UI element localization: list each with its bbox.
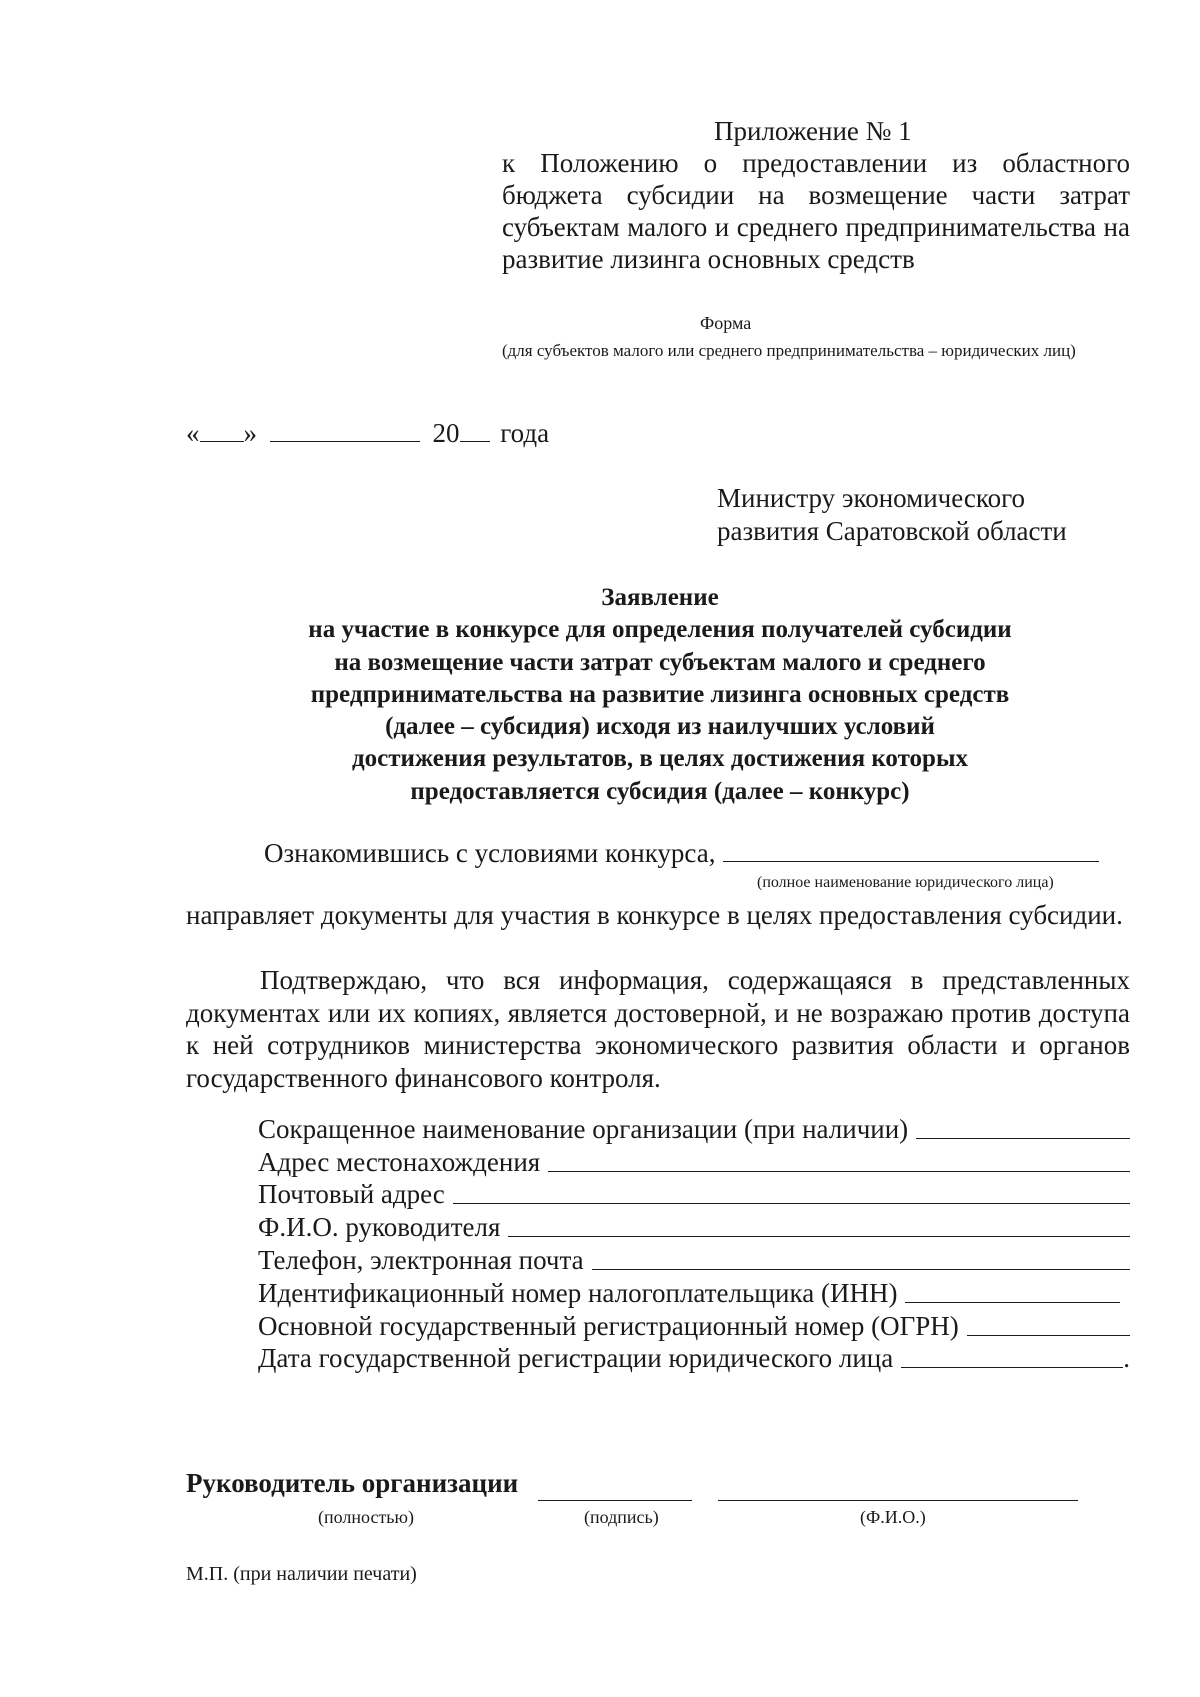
field-label: Телефон, электронная почта	[258, 1244, 584, 1275]
field-label: Ф.И.О. руководителя	[258, 1212, 501, 1243]
field-row	[258, 1145, 1130, 1178]
paragraph-confirmation-text: Подтверждаю, что вся информация, содержащаяся в представленных документах или их копиях, является достоверной, и не возражаю против доступа к ней сотрудников министерства экономического развития области и органов государственного финансового контроля.	[186, 965, 1130, 1093]
caption-full: (полностью)	[318, 1507, 414, 1527]
stamp-note: М.П. (при наличии печати)	[186, 1563, 417, 1585]
fields-list	[258, 1112, 1130, 1374]
form-label: Форма	[700, 313, 752, 333]
heading-line: (далее – субсидия) исходя из наилучших условий	[385, 713, 935, 741]
date-close-quote: »	[243, 418, 257, 448]
caption-signature: (подпись)	[584, 1507, 659, 1527]
field-row	[258, 1276, 1130, 1309]
year-blank[interactable]	[460, 419, 490, 442]
year-suffix: года	[500, 418, 550, 448]
field-label: Идентификационный номер налогоплательщика (ИНН)	[258, 1277, 898, 1308]
addressee-line: развития Саратовской области	[717, 516, 1067, 546]
application-title: Заявление	[601, 584, 719, 611]
signature-blank[interactable]	[538, 1500, 692, 1501]
field-label: Почтовый адрес	[258, 1179, 445, 1210]
field-row	[258, 1309, 1130, 1342]
field-label: Адрес местонахождения	[258, 1146, 541, 1177]
annex-block	[502, 115, 1130, 275]
addressee-block	[717, 482, 1067, 548]
annex-title: Приложение № 1	[714, 116, 912, 146]
signature-label: Руководитель организации	[186, 1468, 519, 1498]
form-note: (для субъектов малого или среднего предпринимательства – юридических лиц)	[502, 341, 1076, 360]
intro-text: Ознакомившись с условиями конкурса,	[264, 838, 716, 868]
heading-line: на возмещение части затрат субъектам малого и среднего	[334, 648, 986, 676]
month-blank[interactable]	[270, 419, 420, 442]
field-blank[interactable]	[916, 1138, 1130, 1139]
paragraph-confirmation	[186, 964, 1130, 1094]
field-blank[interactable]	[901, 1367, 1123, 1368]
field-row	[258, 1210, 1130, 1243]
heading-line: на участие в конкурсе для определения получателей субсидии	[308, 616, 1012, 644]
field-row	[258, 1243, 1130, 1276]
heading-line: предоставляется субсидия (далее – конкурс)	[410, 777, 910, 805]
field-blank[interactable]	[967, 1335, 1130, 1336]
field-blank[interactable]	[592, 1269, 1130, 1270]
field-label: Сокращенное наименование организации (при наличии)	[258, 1113, 909, 1144]
field-blank[interactable]	[453, 1203, 1130, 1204]
field-row	[258, 1178, 1130, 1211]
annex-text: к Положению о предоставлении из областного бюджета субсидии на возмещение части затрат субъектам малого и среднего предпринимательства на развитие лизинга основных средств	[502, 148, 1130, 274]
date-line	[186, 418, 549, 449]
field-end-punct: .	[1123, 1343, 1130, 1374]
field-row	[258, 1112, 1130, 1145]
paragraph-submission: направляет документы для участия в конкурсе в целях предоставления субсидии.	[186, 900, 1123, 930]
field-blank[interactable]	[905, 1302, 1120, 1303]
field-row	[258, 1342, 1130, 1375]
application-heading	[200, 582, 1120, 808]
heading-line: предпринимательства на развитие лизинга основных средств	[310, 680, 1010, 708]
day-blank[interactable]	[200, 419, 244, 442]
field-blank[interactable]	[548, 1171, 1130, 1172]
field-blank[interactable]	[508, 1236, 1130, 1237]
caption-name: (Ф.И.О.)	[860, 1507, 926, 1527]
field-label: Дата государственной регистрации юридического лица	[258, 1343, 894, 1374]
field-label: Основной государственный регистрационный номер (ОГРН)	[258, 1310, 959, 1341]
intro-line	[264, 838, 1099, 869]
intro-note: (полное наименование юридического лица)	[757, 874, 1054, 891]
addressee-line: Министру экономического	[717, 483, 1026, 513]
year-prefix: 20	[432, 418, 460, 448]
legal-entity-name-blank[interactable]	[723, 839, 1099, 862]
heading-line: достижения результатов, в целях достижения которых	[352, 745, 968, 773]
date-open-quote: «	[186, 418, 200, 448]
name-blank[interactable]	[718, 1500, 1078, 1501]
